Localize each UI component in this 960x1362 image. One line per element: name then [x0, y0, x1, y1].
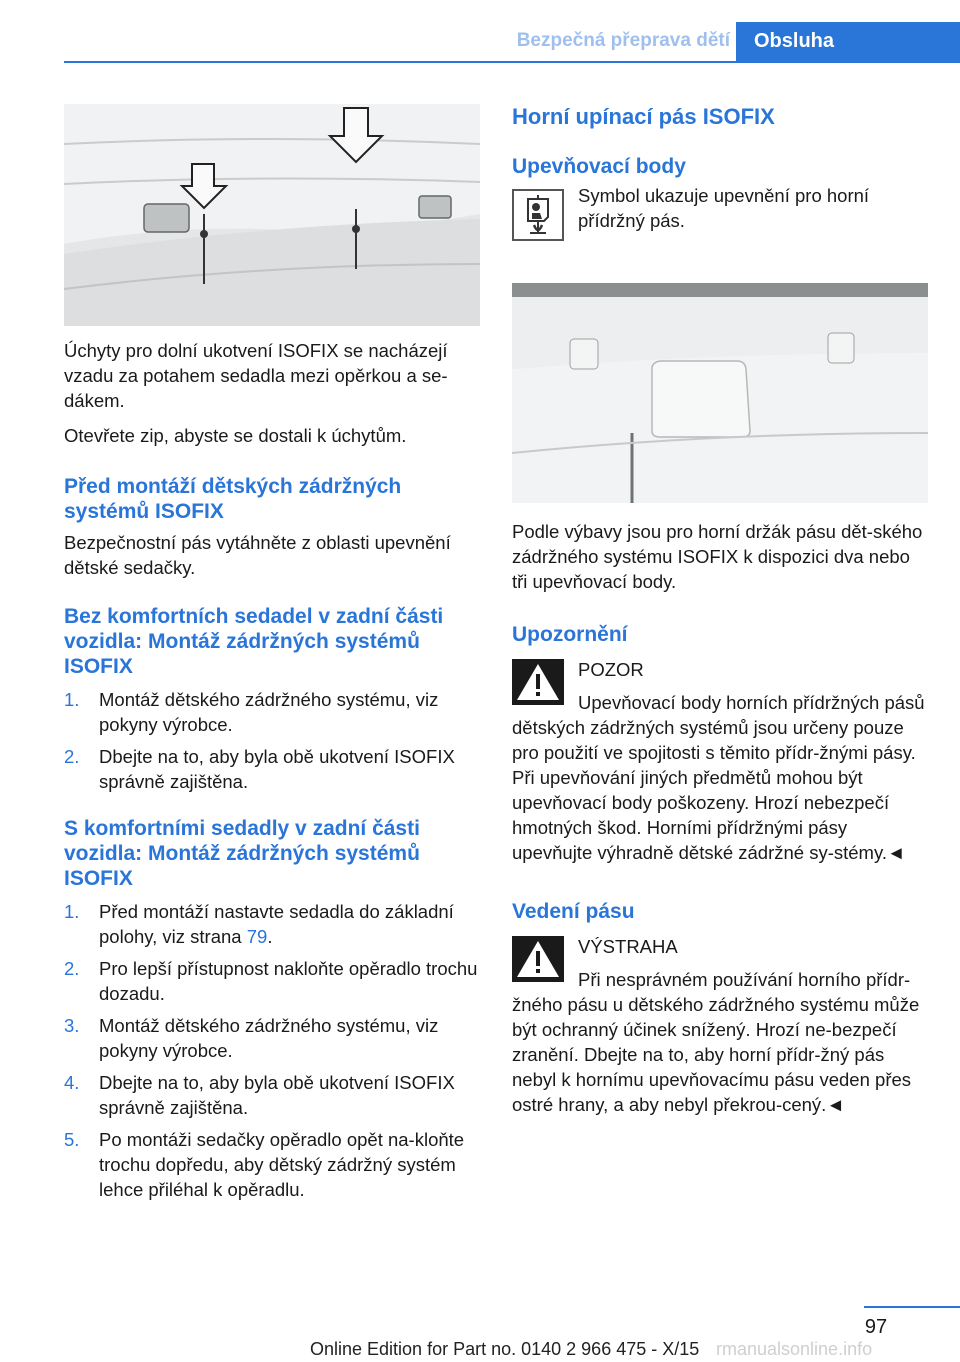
anchor-points-heading: Upevňovací body — [512, 155, 686, 178]
page-link[interactable]: 79 — [246, 926, 268, 947]
list-item: 4. Dbejte na to, aby byla obě ukotvení ISOFIX správně zajištěna. — [64, 1072, 455, 1118]
list-item: 1. Před montáží nastavte sedadla do základní polohy, viz strana 79. — [64, 901, 454, 947]
with-comfort-seats-heading: S komfortními sedadly v zadní části vozidla: Montáž zádržných systémů ISOFIX — [64, 817, 420, 890]
section-title: Bezpečná přeprava dětí — [516, 30, 730, 51]
zip-paragraph: Otevřete zip, abyste se dostali k úchytům. — [64, 425, 407, 446]
variant-paragraph: Podle výbavy jsou pro horní držák pásu dět‐ského zádržného systému ISOFIX k dispozici dva nebo tři upevňovací body. — [512, 521, 923, 592]
top-tether-heading: Horní upínací pás ISOFIX — [512, 104, 775, 129]
chapter-tab: Obsluha — [736, 22, 960, 63]
footer-rule — [864, 1306, 960, 1308]
list-item: 2. Pro lepší přístupnost nakloňte opěradlo trochu dozadu. — [64, 958, 478, 1004]
list-item: 3. Montáž dětského zádržného systému, viz pokyny výrobce. — [64, 1015, 439, 1061]
warning-notice — [512, 934, 928, 1117]
right-column — [512, 104, 928, 1117]
rear-shelf-illustration — [512, 283, 928, 503]
caution-label: POZOR — [578, 659, 644, 680]
seat-anchor-illustration — [64, 104, 480, 326]
list-item: 2. Dbejte na to, aby byla obě ukotvení ISOFIX správně zajištěna. — [64, 746, 455, 792]
notes-heading: Upozornění — [512, 623, 628, 646]
page-number: 97 — [864, 1316, 888, 1338]
warning-text: Při nesprávném používání horního přídr‐žného pásu u dětského zádržného systému může být ochranný účinek snížený. Hrozí ne‐bezpečí zranění. Dbejte na to, aby horní přídr‐žný pás nebyl k hornímu upevňovacímu pásu veden přes ostré hrany, a aby nebyl překrou‐cený.◄ — [512, 969, 920, 1115]
without-comfort-seats-heading: Bez komfortních sedadel v zadní části vozidla: Montáž zádržných systémů ISOFIX — [64, 605, 444, 678]
with-comfort-steps — [64, 899, 480, 1202]
left-column — [64, 104, 480, 1209]
header-rule — [64, 61, 960, 63]
before-mounting-heading: Před montáží dětských zádržných systémů ISOFIX — [64, 475, 402, 523]
warning-label: VÝSTRAHA — [578, 936, 678, 957]
caution-text: Upevňovací body horních přídržných pásů dětských zádržných systémů jsou určeny pouze pro použití ve spojitosti s těmito přídr‐žnými pásy. Při upevňování jiných předmětů mohou být upevňovací body poškozeny. Hrozí nebezpečí hmotných škod. Horními přídržnými pásy upevňujte výhradně dětské zádržné sy‐stémy.◄ — [512, 692, 925, 863]
list-item: 1. Montáž dětského zádržného systému, viz pokyny výrobce. — [64, 689, 439, 735]
belt-routing-heading: Vedení pásu — [512, 900, 635, 923]
warning-triangle-icon — [512, 659, 564, 705]
symbol-row — [512, 183, 928, 249]
symbol-description: Symbol ukazuje upevnění pro horní přídržný pás. — [578, 185, 870, 231]
edition-note: Online Edition for Part no. 0140 2 966 475 - X/15 — [310, 1339, 700, 1359]
watermark: rmanualsonline.info — [716, 1339, 873, 1359]
without-comfort-steps — [64, 687, 480, 794]
intro-paragraph: Úchyty pro dolní ukotvení ISOFIX se nacházejí vzadu za potahem sedadla mezi opěrkou a se‐dákem. — [64, 340, 448, 411]
page-header — [0, 0, 960, 64]
warning-triangle-icon — [512, 936, 564, 982]
caution-notice — [512, 657, 928, 865]
before-mounting-text: Bezpečnostní pás vytáhněte z oblasti upevnění dětské sedačky. — [64, 532, 451, 578]
list-item: 5. Po montáži sedačky opěradlo opět na‐kloňte trochu dopředu, aby dětský zádržný systém lehce přiléhal k opěradlu. — [64, 1129, 465, 1200]
isofix-child-seat-icon — [512, 189, 564, 241]
